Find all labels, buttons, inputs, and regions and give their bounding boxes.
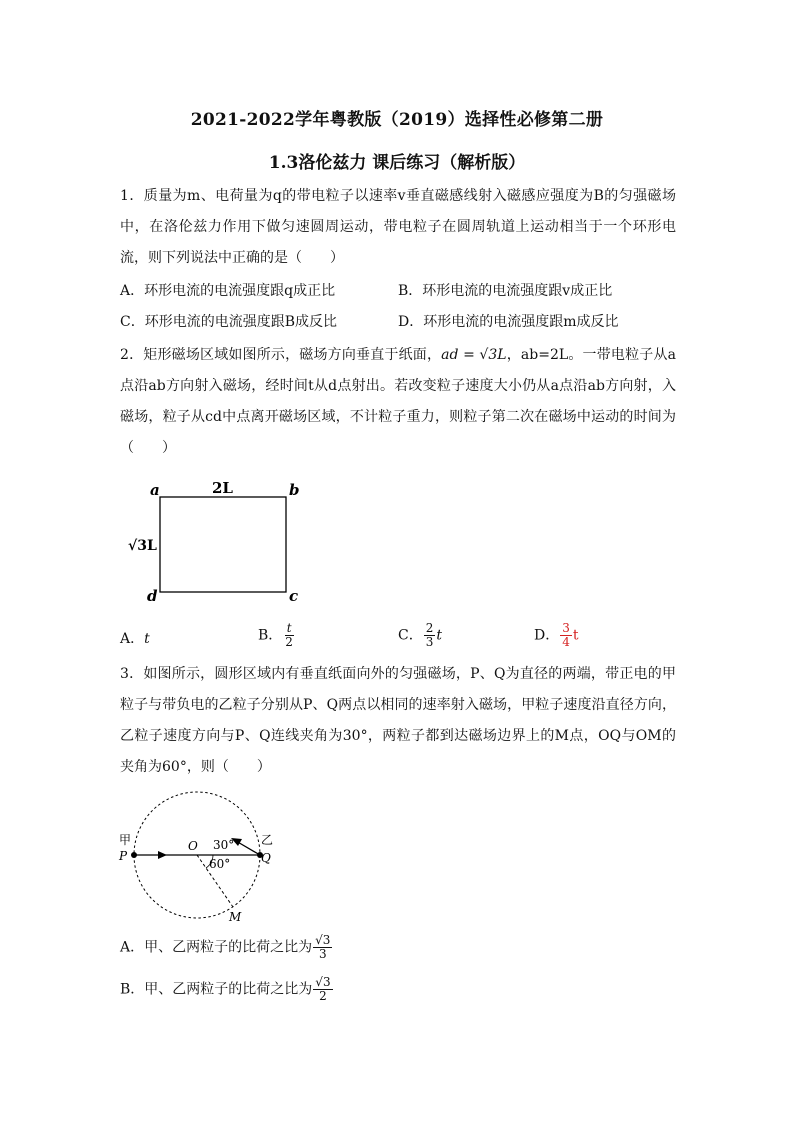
question-3-stem	[120, 659, 676, 783]
q2-option-a-label: A．	[120, 631, 145, 647]
q1-option-c-text: 环形电流的电流强度跟B成反比	[144, 314, 338, 330]
q2-option-c-suffix: t	[436, 627, 442, 644]
question-3-text: 如图所示，圆形区域内有垂直纸面向外的匀强磁场，P、Q为直径的两端，带正电的甲粒子与带负电的乙粒子分别从P、Q两点以相同的速率射入磁场，甲粒子速度沿直径方向，乙粒子速度方向与P、Q连线夹角为30°，两粒子都到达磁场边界上的M点，OQ与OM的夹角为60°，则（ ）	[120, 666, 676, 775]
q2-option-c-numerator: 2	[425, 621, 434, 635]
q1-option-a	[120, 280, 335, 300]
q3-option-a-numerator: √3	[315, 933, 331, 947]
q3-option-b-text: 甲、乙两粒子的比荷之比为	[144, 981, 313, 998]
q3-option-a	[120, 934, 333, 961]
q2-option-b-denominator: 2	[285, 635, 293, 649]
question-3-number: 3．	[120, 666, 144, 682]
doc-subtitle: 1.3洛伦兹力 课后练习（解析版）	[268, 153, 526, 173]
q3-option-a-denominator: 3	[318, 947, 327, 961]
circle-figure	[115, 790, 290, 925]
q3-option-b-label: B．	[120, 981, 145, 998]
q2-option-a	[120, 628, 150, 648]
point-m-label: M	[229, 910, 242, 924]
q2-option-c-label: C．	[398, 627, 423, 644]
q3-option-b	[120, 976, 334, 1003]
q1-option-c-label: C．	[120, 314, 145, 330]
q2-option-b-numerator: t	[286, 621, 292, 635]
corner-b-label: b	[289, 481, 300, 499]
jia-label: 甲	[119, 833, 132, 847]
q2-option-b	[258, 622, 296, 649]
q2-option-a-value: t	[144, 631, 150, 647]
rectangle-figure	[120, 475, 310, 610]
q2-option-d	[534, 622, 579, 649]
q2-option-b-fraction	[283, 622, 295, 649]
jia-velocity-arrow	[158, 851, 167, 859]
q1-option-c	[120, 311, 337, 331]
q1-option-a-text: 环形电流的电流强度跟q成正比	[144, 283, 336, 299]
magnetic-field-rectangle	[160, 497, 286, 592]
question-2-stem	[120, 340, 676, 464]
q2-option-d-fraction	[560, 622, 572, 649]
q1-option-a-label: A．	[120, 283, 145, 299]
doc-title: 2021-2022学年粤教版（2019）选择性必修第二册	[190, 110, 604, 130]
q1-option-b-label: B．	[398, 283, 423, 299]
q1-option-d-text: 环形电流的电流强度跟m成反比	[423, 314, 619, 330]
point-o-label: O	[188, 839, 198, 853]
q2-option-d-label: D．	[534, 627, 560, 644]
question-1-text: 质量为m、电荷量为q的带电粒子以速率v垂直磁感线射入磁感应强度为B的匀强磁场中，在洛伦兹力作用下做匀速圆周运动，带电粒子在圆周轨道上运动相当于一个环形电流，则下列说法中正确的是（ ）	[120, 188, 676, 266]
point-p-dot	[131, 852, 137, 858]
yi-label: 乙	[261, 833, 274, 847]
question-2-text-b: ，ab=2L。一带电粒子从a点沿ab方向射入磁场，经时间t从d点射出。若改变粒子速度大小仍从a点沿ab方向射，入磁场，粒子从cd中点离开磁场区域，不计粒子重力，则粒子第二次在磁场中运动的时间为（ ）	[120, 347, 676, 456]
q1-option-d	[398, 311, 619, 331]
q3-option-b-denominator: 2	[319, 989, 327, 1003]
point-q-label: Q	[261, 851, 271, 865]
corner-c-label: c	[289, 587, 299, 605]
question-2-ad-formula: ad = √3L	[441, 347, 507, 363]
q2-option-d-denominator: 4	[562, 635, 570, 649]
angle-60-label: 60°	[209, 857, 231, 871]
q2-option-b-label: B．	[258, 627, 283, 644]
q2-option-d-numerator: 3	[562, 621, 570, 635]
question-1-number: 1．	[120, 188, 144, 204]
corner-a-label: a	[150, 481, 160, 499]
q2-option-c	[398, 622, 442, 649]
q3-option-b-fraction	[313, 976, 332, 1003]
q3-option-a-label: A．	[120, 939, 145, 956]
point-p-label: P	[119, 849, 128, 863]
q2-option-c-denominator: 3	[425, 635, 434, 649]
q1-option-d-label: D．	[398, 314, 424, 330]
top-side-label: 2L	[212, 479, 233, 497]
question-2-number: 2．	[120, 347, 144, 363]
question-1-stem	[120, 181, 676, 274]
q3-option-a-text: 甲、乙两粒子的比荷之比为	[144, 939, 313, 956]
q1-option-b	[398, 280, 612, 300]
q2-option-d-suffix: t	[572, 627, 579, 644]
q3-option-b-numerator: √3	[315, 975, 331, 989]
corner-d-label: d	[147, 587, 158, 605]
left-side-label: √3L	[128, 538, 157, 554]
question-2-text-a: 矩形磁场区域如图所示，磁场方向垂直于纸面，	[143, 347, 442, 363]
q3-option-a-fraction	[313, 934, 332, 961]
angle-30-label: 30°	[213, 838, 235, 852]
q1-option-b-text: 环形电流的电流强度跟v成正比	[422, 283, 613, 299]
q2-option-c-fraction	[424, 622, 436, 649]
